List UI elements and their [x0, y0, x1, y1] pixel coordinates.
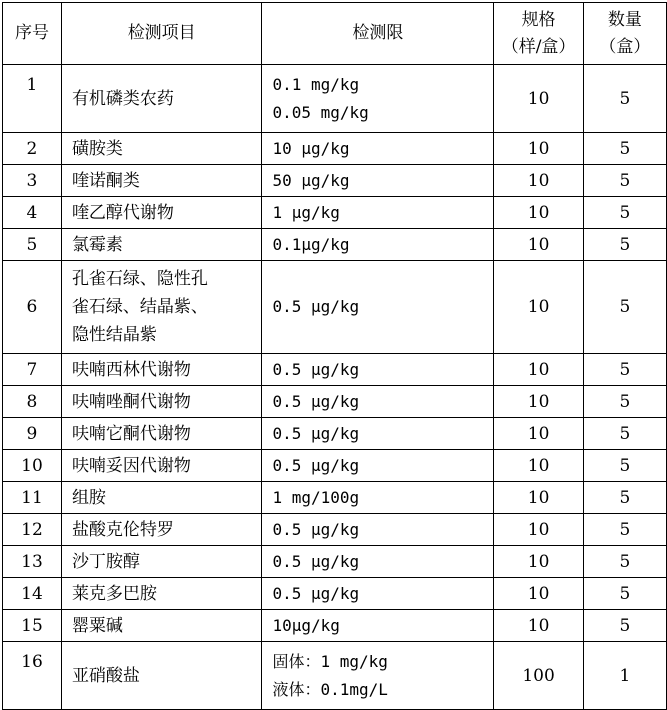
row-item-line: 雀石绿、结晶紫、	[71, 297, 208, 317]
row-qty: 1	[583, 642, 666, 710]
row-serial: 12	[3, 514, 62, 546]
row-item-line: 隐性结晶紫	[71, 325, 157, 345]
table-row	[3, 514, 667, 546]
header-qty	[583, 3, 666, 65]
row-limit: 1 mg/100g	[262, 482, 494, 514]
row-limit: 0.5 μg/kg	[262, 514, 494, 546]
row-limit-line: 0.05 mg/kg	[272, 102, 369, 122]
row-qty: 5	[583, 514, 666, 546]
row-limit: 0.5 μg/kg	[262, 546, 494, 578]
row-spec: 10	[494, 386, 584, 418]
table-row	[3, 386, 667, 418]
row-item: 喹乙醇代谢物	[61, 197, 262, 229]
table-row	[3, 65, 667, 133]
header-qty-line1: 数量	[607, 9, 642, 30]
row-qty: 5	[583, 65, 666, 133]
row-qty: 5	[583, 261, 666, 354]
table-row	[3, 229, 667, 261]
row-serial: 2	[3, 133, 62, 165]
row-qty: 5	[583, 450, 666, 482]
row-qty: 5	[583, 578, 666, 610]
row-spec: 10	[494, 354, 584, 386]
row-limit-line: 0.1 mg/kg	[272, 74, 360, 94]
row-limit-line: 固体：1 mg/kg	[272, 651, 388, 671]
row-qty: 5	[583, 133, 666, 165]
row-qty: 5	[583, 546, 666, 578]
row-spec: 10	[494, 229, 584, 261]
table-row	[3, 642, 667, 710]
row-spec: 10	[494, 546, 584, 578]
header-row	[3, 3, 667, 65]
row-serial: 9	[3, 418, 62, 450]
row-item: 呋喃它酮代谢物	[61, 418, 262, 450]
row-serial: 3	[3, 165, 62, 197]
header-serial: 序号	[3, 3, 62, 65]
row-spec: 10	[494, 610, 584, 642]
table-row	[3, 261, 667, 354]
row-qty: 5	[583, 386, 666, 418]
row-limit: 10μg/kg	[262, 610, 494, 642]
table-row	[3, 197, 667, 229]
row-spec: 10	[494, 578, 584, 610]
header-spec	[494, 3, 584, 65]
row-limit-line: 液体：0.1mg/L	[272, 679, 388, 699]
row-serial: 5	[3, 229, 62, 261]
row-serial: 4	[3, 197, 62, 229]
row-serial: 16	[3, 642, 62, 710]
row-item: 磺胺类	[61, 133, 262, 165]
row-limit: 0.5 μg/kg	[262, 418, 494, 450]
row-item: 盐酸克伦特罗	[61, 514, 262, 546]
table-row	[3, 450, 667, 482]
row-item: 喹诺酮类	[61, 165, 262, 197]
header-spec-line1: 规格	[521, 9, 556, 30]
row-item: 氯霉素	[61, 229, 262, 261]
table-row	[3, 133, 667, 165]
row-spec: 10	[494, 197, 584, 229]
row-qty: 5	[583, 165, 666, 197]
table-row	[3, 546, 667, 578]
row-spec: 10	[494, 450, 584, 482]
row-item-line: 孔雀石绿、隐性孔	[71, 269, 208, 289]
table-row	[3, 165, 667, 197]
row-spec: 10	[494, 482, 584, 514]
row-limit: 0.5 μg/kg	[262, 578, 494, 610]
row-spec: 10	[494, 261, 584, 354]
header-qty-line2: （盒）	[599, 36, 651, 57]
row-qty: 5	[583, 354, 666, 386]
header-item: 检测项目	[61, 3, 262, 65]
row-item: 呋喃妥因代谢物	[61, 450, 262, 482]
table-row	[3, 578, 667, 610]
row-limit: 0.1μg/kg	[262, 229, 494, 261]
row-spec: 10	[494, 165, 584, 197]
row-item: 呋喃西林代谢物	[61, 354, 262, 386]
row-serial: 6	[3, 261, 62, 354]
table-row	[3, 354, 667, 386]
row-item	[61, 261, 262, 354]
row-limit: 10 μg/kg	[262, 133, 494, 165]
row-limit: 50 μg/kg	[262, 165, 494, 197]
row-limit: 0.5 μg/kg	[262, 261, 494, 354]
row-limit: 0.5 μg/kg	[262, 386, 494, 418]
detection-table	[2, 2, 667, 710]
row-serial: 10	[3, 450, 62, 482]
row-limit: 0.5 μg/kg	[262, 354, 494, 386]
table-row	[3, 418, 667, 450]
row-serial: 7	[3, 354, 62, 386]
row-limit: 0.5 μg/kg	[262, 450, 494, 482]
row-serial: 14	[3, 578, 62, 610]
row-qty: 5	[583, 197, 666, 229]
row-item: 罂粟碱	[61, 610, 262, 642]
row-qty: 5	[583, 482, 666, 514]
row-serial: 11	[3, 482, 62, 514]
row-serial: 1	[3, 65, 62, 133]
row-qty: 5	[583, 229, 666, 261]
row-item: 组胺	[61, 482, 262, 514]
row-limit	[262, 65, 494, 133]
row-serial: 15	[3, 610, 62, 642]
table-row	[3, 610, 667, 642]
row-item: 莱克多巴胺	[61, 578, 262, 610]
row-limit: 1 μg/kg	[262, 197, 494, 229]
row-item: 有机磷类农药	[61, 65, 262, 133]
row-item: 沙丁胺醇	[61, 546, 262, 578]
row-spec: 10	[494, 514, 584, 546]
row-serial: 13	[3, 546, 62, 578]
header-limit: 检测限	[262, 3, 494, 65]
row-serial: 8	[3, 386, 62, 418]
row-qty: 5	[583, 610, 666, 642]
row-spec: 100	[494, 642, 584, 710]
row-spec: 10	[494, 65, 584, 133]
row-spec: 10	[494, 418, 584, 450]
row-item: 亚硝酸盐	[61, 642, 262, 710]
table-row	[3, 482, 667, 514]
header-spec-line2: （样/盒）	[501, 36, 576, 57]
row-qty: 5	[583, 418, 666, 450]
row-limit	[262, 642, 494, 710]
row-spec: 10	[494, 133, 584, 165]
row-item: 呋喃唑酮代谢物	[61, 386, 262, 418]
